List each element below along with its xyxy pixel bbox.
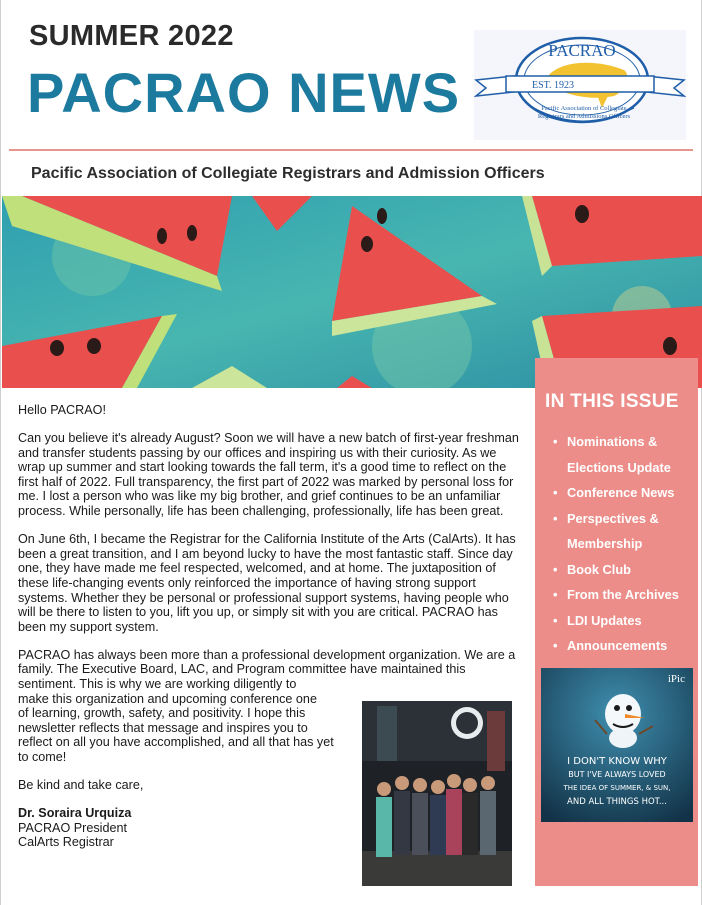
- svg-text:Registrars and Admissions Offi: Registrars and Admissions Officers: [537, 113, 631, 120]
- header-divider: [9, 149, 693, 151]
- logo-name: PACRAO: [548, 41, 616, 60]
- issue-item-archives[interactable]: • From the Archives: [553, 582, 693, 608]
- letter-paragraph: On June 6th, I became the Registrar for the California Institute of the Arts (CalArts). It has been a great transition, and I am beyond lucky to have the most fantastic staff. Since day one, they have made me feel respected, welcomed, and at home. The juxtaposition of these life-changing events only reinforced the importance of having strong support systems. Whether they be personal or professional support systems, having people who will be there to listen to you, lift you up, or simply sit with you are critical. PACRAO has been my support system.: [18, 532, 516, 634]
- letter-line: reflect on all you have accomplished, and all that has yet: [18, 735, 334, 750]
- svg-text:Pacific Association of Collegi: Pacific Association of Collegiate: [541, 105, 627, 112]
- poster-quote-line: THE IDEA OF SUMMER, & SUN,: [563, 784, 671, 792]
- poster-quote-line: BUT I'VE ALWAYS LOVED: [568, 770, 666, 779]
- issue-item-announcements[interactable]: • Announcements: [553, 633, 693, 659]
- letter-line: to come!: [18, 749, 67, 764]
- poster-quote-line: AND ALL THINGS HOT...: [567, 797, 667, 807]
- signature-title: PACRAO President: [18, 820, 127, 835]
- letter-greeting: Hello PACRAO!: [18, 403, 106, 417]
- signature-name: Dr. Soraira Urquiza: [18, 806, 132, 821]
- issue-item-conference-news[interactable]: • Conference News: [553, 480, 693, 506]
- newsletter-title: PACRAO NEWS: [27, 61, 461, 124]
- signature-org: CalArts Registrar: [18, 835, 114, 850]
- issue-season: SUMMER 2022: [29, 20, 234, 52]
- issue-item-perspectives[interactable]: • Perspectives & Membership: [553, 506, 693, 557]
- letter-line: of learning, growth, safety, and positivity. I hope this: [18, 706, 306, 721]
- poster-quote-line: I DON'T KNOW WHY: [567, 756, 667, 767]
- issue-item-ldi-updates[interactable]: • LDI Updates: [553, 608, 693, 634]
- group-photo: [362, 701, 512, 886]
- letter-paragraph-start: PACRAO has always been more than a professional development organization. We are a family. The Executive Board, LAC, and Program committee have maintained this sentiment. This is why we are working diligently to: [18, 647, 516, 691]
- organization-name: Pacific Association of Collegiate Registrars and Admission Officers: [31, 165, 545, 182]
- poster-brand: iPic: [667, 673, 685, 685]
- logo-est: EST. 1923: [532, 80, 575, 91]
- letter-line: make this organization and upcoming conference one: [18, 691, 317, 706]
- issue-item-nominations[interactable]: • Nominations & Elections Update: [553, 429, 693, 480]
- sidebar-heading: IN THIS ISSUE: [545, 391, 679, 412]
- letter-paragraph: Can you believe it's already August? Soon we will have a new batch of first-year freshman and transfer students passing by our offices and inspiring us with their curiosity. As we wrap up summer and start looking towards the fall term, it's a good time to reflect on the first half of 2022. Full transparency, the first part of 2022 was marked by personal loss for me. I lost a person who was like my big brother, and grief continues to be an unfamiliar process. While personally, life has been challenging, professionally, life has been great.: [18, 431, 519, 519]
- pacrao-logo: [474, 30, 686, 140]
- issue-list: [553, 429, 693, 659]
- letter-closing: Be kind and take care,: [18, 778, 144, 793]
- issue-item-book-club[interactable]: • Book Club: [553, 557, 693, 583]
- letter-line: newsletter reflects that message and inspires you to: [18, 720, 308, 735]
- summer-quote-poster: [541, 668, 693, 822]
